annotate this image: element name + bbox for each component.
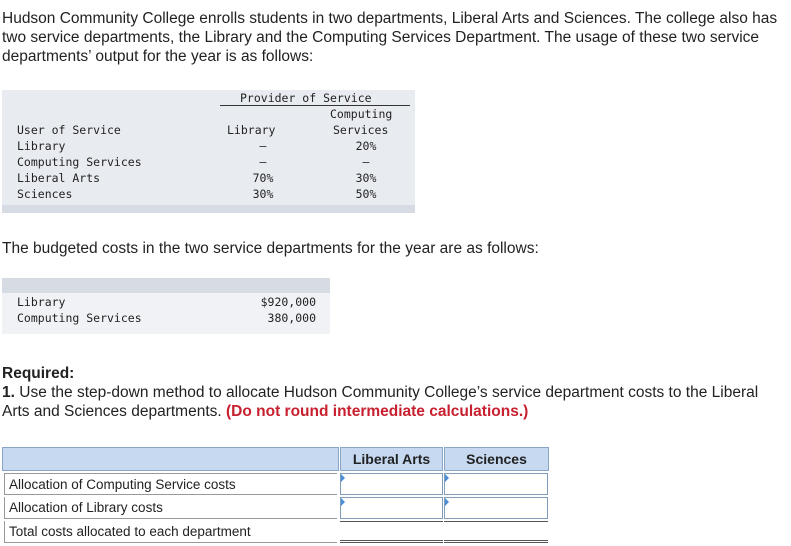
usage-library-value: – [259, 155, 267, 169]
input-library-liberal-arts[interactable] [340, 497, 443, 519]
budget-intro-paragraph: The budgeted costs in the two service departments for the year are as follows: [2, 240, 539, 257]
usage-computing-value: 20% [355, 139, 377, 153]
required-heading: Required: [2, 365, 75, 382]
col-computing-line1: Computing [330, 107, 393, 121]
col-library-header: Library [227, 123, 276, 137]
input-marker-icon [445, 474, 449, 482]
required-item-text: Use the step-down method to allocate Hudson Community College’s service department costs to the Liberal Arts and Sciences departments. [2, 384, 759, 420]
input-library-sciences[interactable] [444, 497, 548, 519]
header-rule [220, 105, 410, 106]
total-sciences [444, 521, 548, 543]
intro-paragraph: Hudson Community College enrolls students in two departments, Liberal Arts and Sciences. The college also has two service departments, the Library and the Computing Services Department. The usage of these two service departments’ output for the year is as follows: [2, 10, 778, 65]
usage-row-label: Computing Services [17, 155, 142, 169]
input-marker-icon [341, 498, 345, 506]
usage-row-label: Sciences [17, 187, 73, 201]
usage-computing-value: 50% [355, 187, 377, 201]
usage-library-value: 70% [252, 171, 274, 185]
budget-table [2, 278, 330, 334]
required-section [2, 364, 787, 421]
provider-header: Provider of Service [240, 91, 372, 105]
row-label-library-allocation: Allocation of Library costs [4, 497, 337, 519]
col-user-header: User of Service [17, 123, 121, 137]
col-header-liberal-arts: Liberal Arts [340, 447, 443, 471]
row-label-total-costs: Total costs allocated to each department [4, 521, 337, 543]
required-item-number: 1. [2, 384, 15, 401]
usage-row-label: Library [17, 139, 66, 153]
input-computing-liberal-arts[interactable] [340, 473, 443, 495]
budget-amount: 380,000 [267, 311, 316, 325]
usage-library-value: – [259, 139, 267, 153]
usage-row-label: Liberal Arts [17, 171, 101, 185]
rounding-note: (Do not round intermediate calculations.) [226, 403, 529, 420]
usage-computing-value: – [362, 155, 370, 169]
budget-row-label: Library [17, 295, 66, 309]
row-label-computing-allocation: Allocation of Computing Service costs [4, 473, 337, 495]
budget-row-label: Computing Services [17, 311, 142, 325]
input-marker-icon [341, 474, 345, 482]
input-computing-sciences[interactable] [444, 473, 548, 495]
usage-table [2, 90, 415, 215]
input-marker-icon [445, 498, 449, 506]
answer-header-blank [2, 447, 339, 471]
usage-library-value: 30% [252, 187, 274, 201]
col-header-sciences: Sciences [444, 447, 549, 471]
total-liberal-arts [340, 521, 443, 543]
budget-amount: $920,000 [260, 295, 316, 309]
usage-computing-value: 30% [355, 171, 377, 185]
col-computing-line2: Services [333, 123, 389, 137]
